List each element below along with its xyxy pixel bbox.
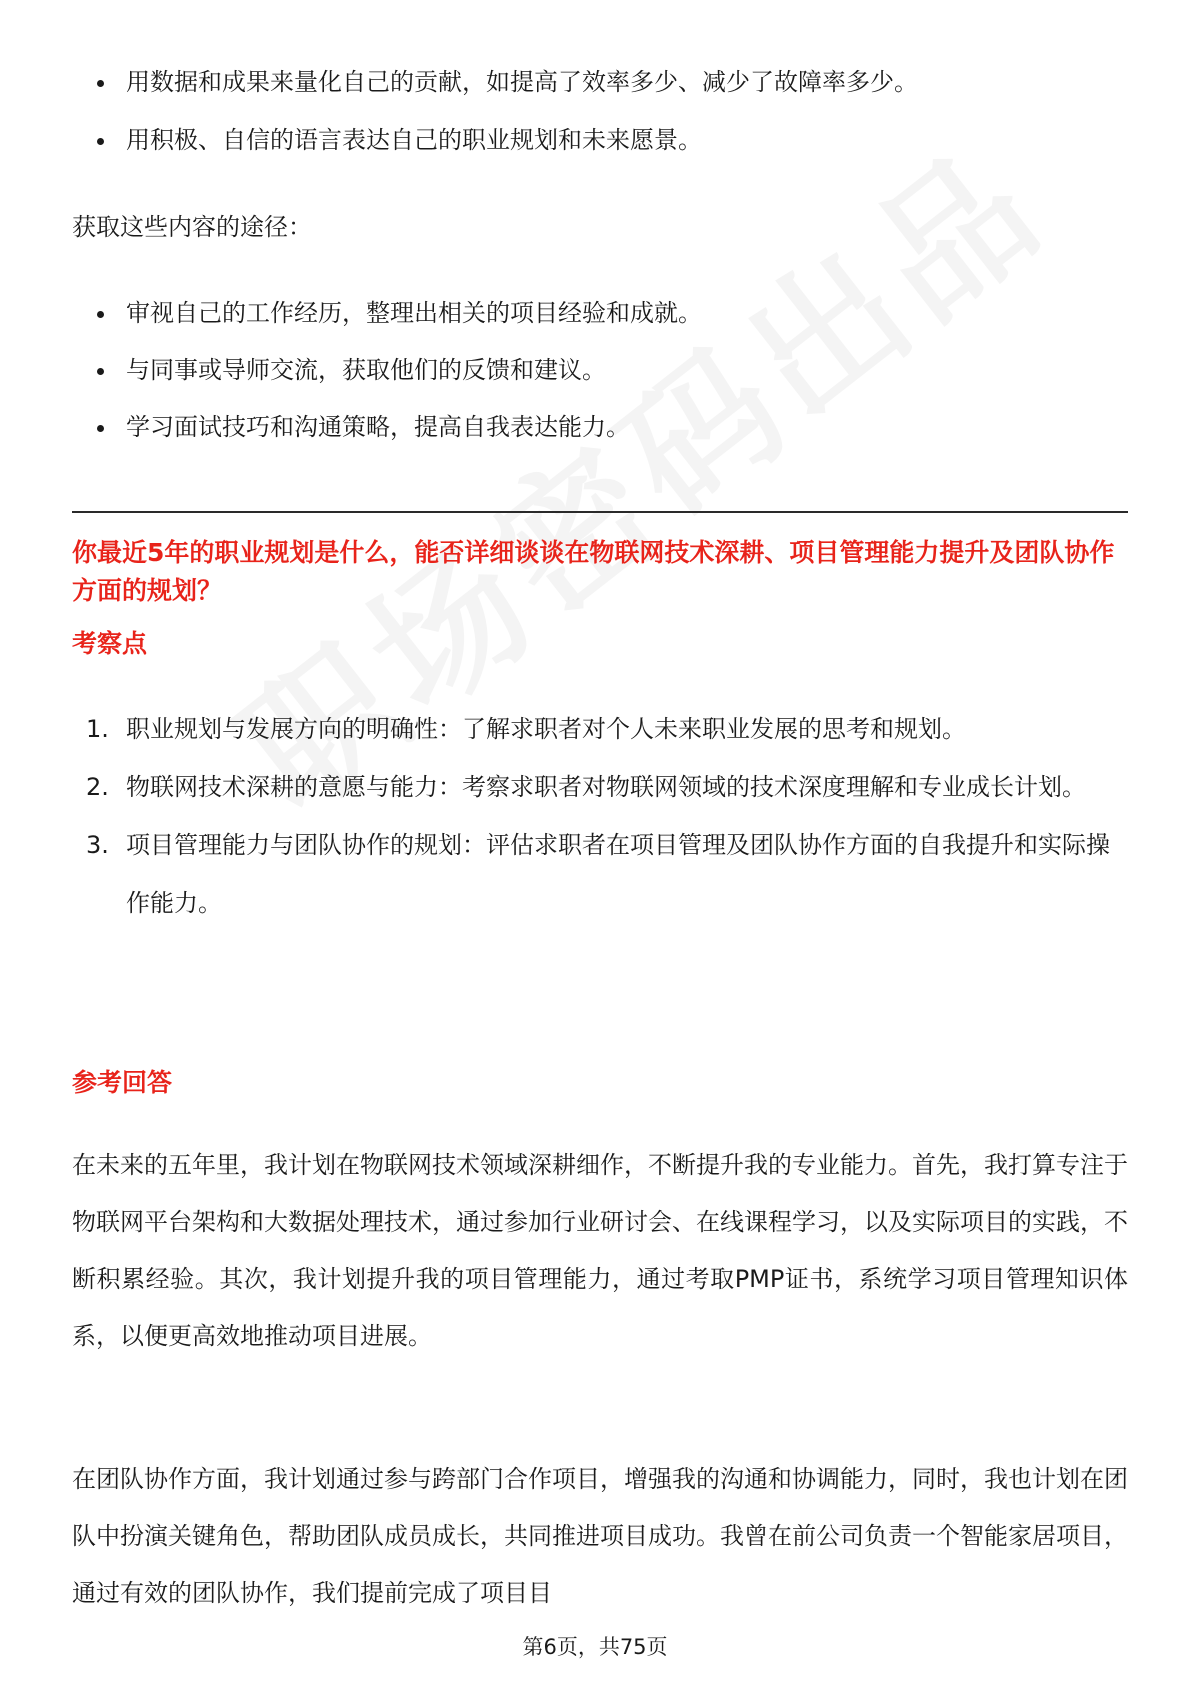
- intro-bullet-list: [72, 64, 918, 180]
- list-item-text: 职业规划与发展方向的明确性：了解求职者对个人未来职业发展的思考和规划。: [126, 715, 966, 743]
- list-item-text: 项目管理能力与团队协作的规划：评估求职者在项目管理及团队协作方面的自我提升和实际操作能力。: [126, 831, 1110, 917]
- list-item: 审视自己的工作经历，整理出相关的项目经验和成就。: [72, 295, 702, 331]
- list-item: 与同事或导师交流，获取他们的反馈和建议。: [72, 352, 702, 388]
- list-item-text: 物联网技术深耕的意愿与能力：考察求职者对物联网领域的技术深度理解和专业成长计划。: [126, 773, 1086, 801]
- list-number: 3.: [86, 831, 109, 859]
- list-item: [72, 700, 1128, 758]
- answer-paragraph: 在团队协作方面，我计划通过参与跨部门合作项目，增强我的沟通和协调能力，同时，我也计划在团队中扮演关键角色，帮助团队成员成长，共同推进项目成功。我曾在前公司负责一个智能家居项目，通过有效的团队协作，我们提前完成了项目目: [72, 1465, 1128, 1607]
- list-item: 学习面试技巧和沟通策略，提高自我表达能力。: [72, 409, 702, 445]
- list-item: [72, 758, 1128, 816]
- list-item: 用数据和成果来量化自己的贡献，如提高了效率多少、减少了故障率多少。: [72, 64, 918, 100]
- question-heading: 你最近5年的职业规划是什么，能否详细谈谈在物联网技术深耕、项目管理能力提升及团队协作方面的规划？: [72, 538, 1115, 605]
- list-number: 2.: [86, 773, 109, 801]
- section-divider: [72, 511, 1128, 513]
- list-item: 用积极、自信的语言表达自己的职业规划和未来愿景。: [72, 122, 918, 158]
- assessment-points-list: [72, 700, 1128, 932]
- sources-bullet-list: [72, 295, 702, 466]
- sources-lead-text: 获取这些内容的途径：: [72, 213, 312, 241]
- page-number-footer: 第6页，共75页: [522, 1635, 668, 1659]
- assessment-label: 考察点: [72, 629, 148, 658]
- answer-label: 参考回答: [72, 1068, 173, 1097]
- list-item: [72, 816, 1128, 932]
- answer-paragraph: 在未来的五年里，我计划在物联网技术领域深耕细作，不断提升我的专业能力。首先，我打算专注于物联网平台架构和大数据处理技术，通过参加行业研讨会、在线课程学习，以及实际项目的实践，不断积累经验。其次，我计划提升我的项目管理能力，通过考取PMP证书，系统学习项目管理知识体系，以便更高效地推动项目进展。: [72, 1151, 1128, 1350]
- list-number: 1.: [86, 715, 109, 743]
